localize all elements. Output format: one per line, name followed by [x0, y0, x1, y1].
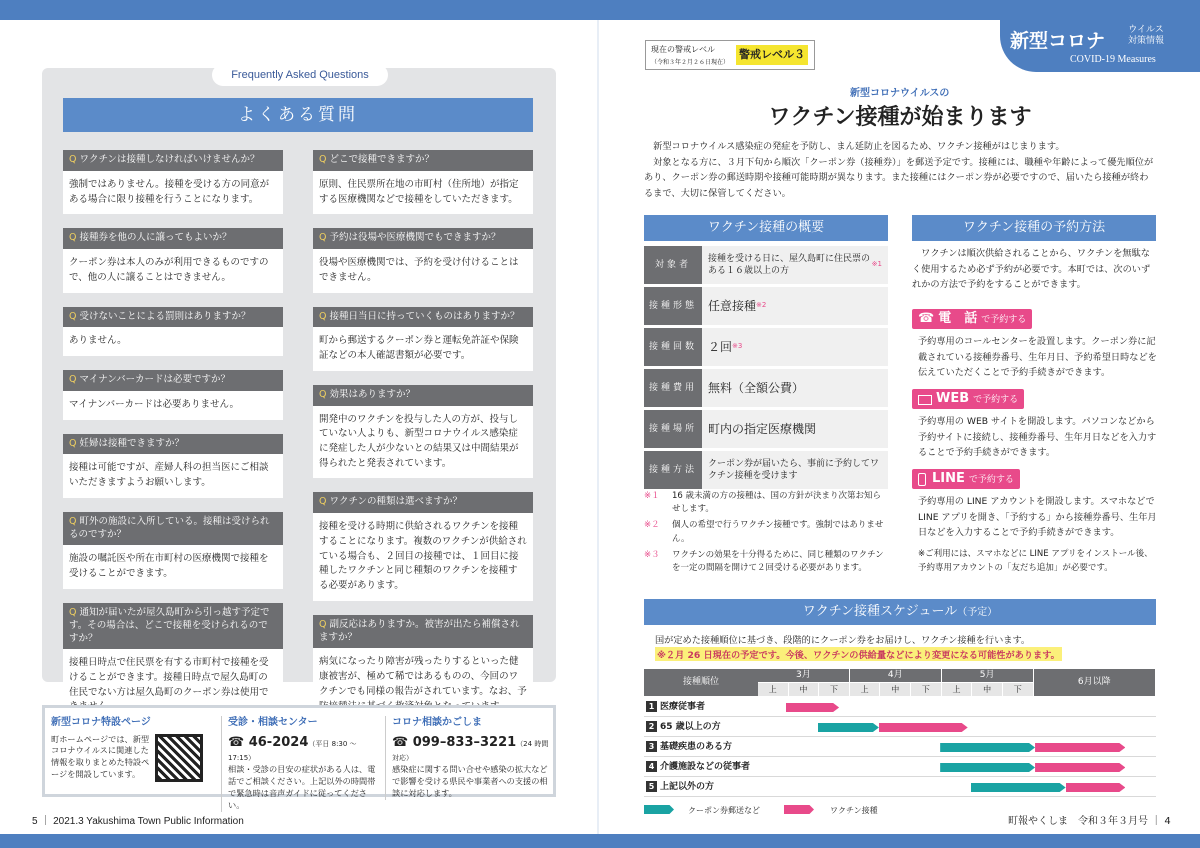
- phone-icon: ☎: [918, 311, 935, 326]
- gantt-row: [644, 778, 1156, 797]
- question-mark-icon: Q: [319, 154, 327, 165]
- question-mark-icon: Q: [319, 232, 327, 244]
- faq-item: [63, 512, 283, 589]
- gantt-row-text: 上記以外の方: [660, 782, 715, 792]
- faq-question: [63, 512, 283, 546]
- overview-row: [644, 369, 888, 407]
- line-reserve-badge[interactable]: [912, 469, 1020, 489]
- note-text: ワクチンの効果を十分得るために、同じ種類のワクチンを一定の間隔を開けて２回受ける必要があります。: [672, 549, 884, 573]
- gantt-row-text: 65 歳以上の方: [660, 722, 721, 732]
- faq-answer: 町から郵送するクーポン券と運転免許証や保険証などの本人確認書類が必要です。: [313, 327, 533, 370]
- overview-row: [644, 246, 888, 284]
- question-mark-icon: Q: [69, 154, 77, 165]
- footnote-mark: ※1: [871, 260, 882, 269]
- phone-badge-label: 電 話: [938, 311, 978, 326]
- question-mark-icon: Q: [319, 618, 327, 630]
- gantt-month: 4月: [850, 669, 941, 682]
- schedule-subtitle: （予定）: [957, 607, 998, 618]
- faq-item: [313, 150, 533, 214]
- overview-label: 接種方法: [644, 451, 702, 489]
- faq-question: [63, 228, 283, 249]
- note-text: 16 歳未満の方の接種は、国の方針が決まり次第お知らせします。: [672, 491, 882, 515]
- faq-question-text: どこで接種できますか？: [329, 154, 434, 165]
- faq-column-1: [63, 150, 283, 736]
- overview-label: 接種形態: [644, 287, 702, 325]
- question-mark-icon: Q: [319, 496, 327, 508]
- note-mark: ※１: [644, 491, 660, 501]
- gantt-row: [644, 718, 1156, 737]
- contact-info-box: [42, 705, 556, 810]
- kagoshima-hotline-phone: ☎ 099–833–3221: [392, 734, 517, 750]
- schedule-text: 国が定めた接種順位に基づき、段階的にクーポン券をお届けし、ワクチン接種を行います。: [655, 635, 1031, 646]
- gantt-row-number: 5: [646, 781, 657, 792]
- special-page-info: [51, 716, 211, 782]
- legend-vaccine-label: ワクチン接種: [830, 806, 878, 815]
- faq-item: [313, 385, 533, 479]
- corner-title: 新型コロナ: [1010, 30, 1106, 52]
- corner-sub2: 対策情報: [1128, 35, 1165, 46]
- faq-question: [313, 228, 533, 249]
- qr-code-icon[interactable]: [155, 734, 203, 782]
- faq-answer: 強制ではありません。接種を受ける方の同意がある場合に限り接種を行うことになります。: [63, 171, 283, 214]
- kagoshima-hotline-info: [385, 716, 549, 800]
- gantt-row-text: 医療従事者: [660, 702, 706, 712]
- overview-value: [702, 287, 888, 325]
- overview-value: [702, 369, 888, 407]
- gantt-row-label: [644, 718, 758, 737]
- faq-question: [63, 150, 283, 171]
- faq-answer: 施設の嘱託医や所在市町村の医療機関で接種を受けることができます。: [63, 545, 283, 588]
- faq-question-text: 町外の施設に入所している。接種は受けられるのですか？: [69, 515, 270, 540]
- right-footer: 町報やくしま 令和３年３月号 ｜ 4: [1008, 816, 1171, 827]
- alert-level-badge: 警戒レベル３: [736, 45, 808, 65]
- page-gutter: [597, 20, 599, 834]
- schedule-gantt-chart: [644, 669, 1156, 797]
- overview-label: 接種回数: [644, 328, 702, 366]
- footnote-mark: ※2: [756, 301, 767, 310]
- faq-item: [63, 150, 283, 214]
- gantt-row: [644, 698, 1156, 717]
- faq-item: [313, 307, 533, 371]
- faq-question: [63, 603, 283, 649]
- special-page-text: 町ホームページでは、新型コロナウイルスに関連した情報を取りまとめた特設ページを開設しています。: [51, 733, 150, 780]
- gantt-third: 下: [1003, 683, 1033, 696]
- reserve-title: ワクチン接種の予約方法: [912, 215, 1156, 241]
- note-item: [644, 490, 888, 516]
- gantt-row-label: [644, 698, 758, 717]
- faq-question: [63, 307, 283, 328]
- web-reserve-badge[interactable]: [912, 389, 1024, 409]
- headline: ワクチン接種が始まります: [768, 104, 1032, 130]
- schedule-title: ワクチン接種スケジュール: [802, 604, 958, 619]
- faq-answer: 役場や医療機関では、予約を受け付けることはできません。: [313, 249, 533, 292]
- overview-value: [702, 410, 888, 448]
- gantt-row-number: 2: [646, 721, 657, 732]
- gantt-row-label: [644, 778, 758, 797]
- faq-question: [313, 385, 533, 406]
- question-mark-icon: Q: [69, 515, 77, 527]
- overview-value-text: 町内の指定医療機関: [708, 421, 817, 436]
- question-mark-icon: Q: [69, 310, 77, 322]
- consultation-center-hours: （平日 8:30 ～ 17:15）: [228, 739, 357, 763]
- faq-question: [63, 370, 283, 391]
- note-mark: ※２: [644, 520, 660, 531]
- faq-item: [313, 228, 533, 292]
- gantt-row-number: 1: [646, 701, 657, 712]
- faq-answer: 病気になったり障害が残ったりするといった健康被害が、極めて稀ではあるものの、今回のワクチンでも同様の報告がされています。なお、予: [313, 648, 533, 721]
- overview-notes: [644, 490, 888, 578]
- consultation-center-title: 受診・相談センター: [228, 717, 318, 728]
- special-page-title: 新型コロナ特設ページ: [51, 717, 151, 728]
- vaccine-bar: [786, 703, 840, 712]
- legend-vaccine-swatch: [784, 805, 824, 814]
- web-badge-label: WEB: [936, 391, 970, 406]
- bottom-color-bar: [0, 834, 1200, 848]
- web-reserve-text: 予約専用の WEB サイトを開設します。パソコンなどから予約サイトに接続し、接種券番号、生年月日などを入力することで予約手続きができます。: [918, 416, 1157, 459]
- gantt-row-number: 3: [646, 741, 657, 752]
- alert-level-box: [645, 40, 815, 70]
- gantt-month: 5月: [942, 669, 1033, 682]
- question-mark-icon: Q: [319, 310, 327, 322]
- faq-tab-label: Frequently Asked Questions: [212, 64, 388, 86]
- overview-row: [644, 287, 888, 325]
- left-footer: 5 ｜ 2021.3 Yakushima Town Public Information: [32, 816, 244, 827]
- corner-subtitle: [1128, 25, 1164, 47]
- covid-corner-header: [1000, 20, 1200, 72]
- note-item: [644, 519, 888, 545]
- faq-question-text: 妊婦は接種できますか？: [79, 437, 184, 449]
- faq-answer: 原則、住民票所在地の市町村（住所地）が指定する医療機関などで接種をしていただきます。: [313, 171, 533, 214]
- faq-title: よくある質問: [63, 98, 533, 132]
- faq-question: [313, 492, 533, 513]
- gantt-third: 上: [850, 683, 880, 696]
- question-mark-icon: Q: [69, 606, 77, 618]
- faq-item: [63, 434, 283, 498]
- gantt-row: [644, 738, 1156, 757]
- faq-item: [63, 307, 283, 357]
- gantt-row-number: 4: [646, 761, 657, 772]
- faq-item: [63, 228, 283, 292]
- vaccine-bar: [879, 723, 968, 732]
- gantt-row: [644, 758, 1156, 777]
- faq-question-text: 接種券を他の人に譲ってもよいか？: [79, 232, 232, 244]
- alert-label: 現在の警戒レベル: [651, 45, 715, 54]
- faq-column-2: [313, 150, 533, 735]
- gantt-third: 下: [819, 683, 849, 696]
- note-item: [644, 549, 888, 575]
- consultation-center-text: 相談・受診の目安の症状がある人は、電話でご相談ください。上記以外の時間帯で緊急時は音声ガイドに従ってください。: [228, 764, 376, 810]
- gantt-month: 6月以降: [1034, 669, 1155, 696]
- kagoshima-hotline-text: 感染症に関する問い合せや感染の拡大などで影響を受ける県民や事業者への支援の相談に対応します。: [392, 764, 548, 799]
- faq-answer: 開発中のワクチンを投与した人の方が、投与していない人よりも、新型コロナウイルス感染症に発症した人が少ないとの結果又は中間結果が得られたと発表されています。: [313, 406, 533, 479]
- footnote-mark: ※3: [732, 342, 743, 351]
- line-note: ※ご利用には、スマホなどに LINE アプリをインストール後、予約専用アカウントの「友だち追加」が必要です。: [918, 549, 1153, 573]
- faq-answer: クーポン券は本人のみが利用できるものですので、他の人に譲ることはできません。: [63, 249, 283, 292]
- coupon-bar: [940, 743, 1035, 752]
- faq-item: [63, 370, 283, 420]
- faq-question-text: 副反応はありますか。被害が出たら補償されますか？: [319, 618, 520, 643]
- legend-coupon-swatch: [644, 805, 684, 814]
- gantt-row-text: 基礎疾患のある方: [660, 742, 733, 752]
- note-text: 個人の希望で行うワクチン接種です。強制ではありません。: [672, 520, 884, 544]
- alert-date: （令和３年２月２６日現在）: [651, 59, 730, 66]
- question-mark-icon: Q: [319, 388, 327, 400]
- overview-label: 対象者: [644, 246, 702, 284]
- gantt-header-label: 接種順位: [644, 669, 758, 696]
- gantt-third: 中: [789, 683, 819, 696]
- web-icon: [918, 395, 932, 405]
- overview-value-text: 接種を受ける日に、屋久島町に住民票のある１６歳以上の方: [708, 253, 871, 276]
- top-color-bar: [0, 0, 1200, 20]
- web-badge-suffix: で予約する: [973, 395, 1019, 405]
- overview-row: [644, 410, 888, 448]
- overview-row: [644, 328, 888, 366]
- faq-question: [63, 434, 283, 455]
- overview-label: 接種場所: [644, 410, 702, 448]
- corner-sub1: ウイルス: [1128, 25, 1164, 35]
- faq-question-text: 受けないことによる罰則はありますか？: [79, 310, 251, 322]
- gantt-row-text: 介護施設などの従事者: [660, 762, 751, 772]
- faq-question: [313, 150, 533, 171]
- phone-reserve-badge[interactable]: [912, 309, 1032, 329]
- schedule-warning: ※２月 26 日現在の予定です。今後、ワクチンの供給量などにより変更になる可能性があります。: [655, 647, 1062, 661]
- overview-value-text: 任意接種: [708, 298, 757, 313]
- gantt-row-label: [644, 758, 758, 777]
- coupon-bar: [971, 783, 1066, 792]
- intro-text: 新型コロナウイルス感染症の発症を予防し、まん延防止を図るため、ワクチン接種がはじまります。 対象となる方に、３月下旬から順次「クーポン券（接種券）」を郵送予定です。接種には、職種や年齢によって優先順位があり、クーポン券の郵送時期や接種可能時期が異なります。また接種にはクーポン券が必要ですので、届いたら接種が終わるまで、大切に保管してください。: [644, 141, 1154, 199]
- gantt-third: 下: [911, 683, 941, 696]
- faq-question-text: ワクチンの種類は選べますか？: [329, 496, 463, 508]
- overview-label: 接種費用: [644, 369, 702, 407]
- gantt-row-label: [644, 738, 758, 757]
- faq-question: [313, 615, 533, 649]
- faq-answer: 接種は可能ですが、産婦人科の担当医にご相談いただきますようお願いします。: [63, 454, 283, 497]
- line-reserve-text: 予約専用の LINE アカウントを開設します。スマホなどで LINE アプリを開き、「予約する」から接種券番号、生年月日などを入力することで予約手続きができます。: [918, 496, 1157, 539]
- coupon-bar: [940, 763, 1035, 772]
- faq-question-text: 接種日当日に持っていくものはありますか？: [329, 310, 520, 322]
- overview-value: [702, 328, 888, 366]
- faq-question-text: 通知が届いたが屋久島町から引っ越す予定です。その場合は、どこで接種を受けられるのですか？: [69, 606, 270, 644]
- faq-question-text: マイナンバーカードは必要ですか？: [79, 374, 230, 386]
- faq-answer: マイナンバーカードは必要ありません。: [63, 391, 283, 420]
- question-mark-icon: Q: [69, 374, 77, 386]
- line-badge-label: LINE: [932, 471, 965, 486]
- headline-kicker: 新型コロナウイルスの: [850, 88, 950, 99]
- gantt-third: 上: [758, 683, 788, 696]
- corner-english: COVID-19 Measures: [1070, 54, 1156, 65]
- faq-question-text: ワクチンは接種しなければいけませんか？: [79, 154, 260, 165]
- consultation-center-phone: ☎ 46-2024: [228, 734, 309, 750]
- gantt-month: 3月: [758, 669, 849, 682]
- faq-answer: ありません。: [63, 327, 283, 356]
- vaccine-bar: [1066, 783, 1126, 792]
- coupon-bar: [818, 723, 879, 732]
- phone-badge-suffix: で予約する: [981, 315, 1027, 325]
- consultation-center-info: [221, 716, 381, 812]
- overview-row: [644, 451, 888, 489]
- vaccine-bar: [1035, 763, 1125, 772]
- phone-reserve-text: 予約専用のコールセンターを設置します。クーポン券に記載されている接種券番号、生年月日、予約希望日時などを伝えていただくことで予約手続きができます。: [918, 336, 1157, 379]
- line-badge-suffix: で予約する: [968, 475, 1014, 485]
- faq-answer: 接種日時点で住民票を有する市町村で接種を受けることができます。接種日時点で屋久島町の住民でない方は屋久島町のクーポン券は使用で: [63, 649, 283, 722]
- overview-value-text: ２回: [708, 339, 733, 354]
- faq-question: [313, 307, 533, 328]
- kagoshima-hotline-title: コロナ相談かごしま: [392, 717, 482, 728]
- gantt-third: 中: [880, 683, 910, 696]
- faq-question-text: 効果はありますか？: [329, 388, 415, 400]
- overview-value: [702, 451, 888, 489]
- vaccine-bar: [1035, 743, 1125, 752]
- overview-value-text: クーポン券が届いたら、事前に予約してワクチン接種を受けます: [708, 458, 880, 481]
- overview-title: ワクチン接種の概要: [644, 215, 888, 241]
- overview-value-text: 無料（全額公費）: [708, 380, 805, 395]
- faq-item: [313, 492, 533, 600]
- faq-question-text: 予約は役場や医療機関でもできますか？: [329, 232, 501, 244]
- smartphone-icon: [918, 473, 926, 486]
- faq-answer: 接種を受ける時期に供給されるワクチンを接種することになります。複数のワクチンが供給されている場合も、２回目の接種では、１回目に接種したワクチンと同じ種類のワクチンを接種する必要があります。: [313, 513, 533, 601]
- schedule-title-bar: [644, 599, 1156, 625]
- question-mark-icon: Q: [69, 437, 77, 449]
- kagoshima-hotline-hours: （24 時間対応）: [392, 739, 549, 763]
- overview-value: [702, 246, 888, 284]
- gantt-third: 上: [942, 683, 972, 696]
- gantt-third: 中: [972, 683, 1002, 696]
- note-mark: ※３: [644, 549, 660, 560]
- question-mark-icon: Q: [69, 232, 77, 244]
- legend-coupon-label: クーポン券郵送など: [688, 806, 760, 815]
- reserve-intro: ワクチンは順次供給されることから、ワクチンを無駄なく使用するため必ず予約が必要です。本町では、次のいずれかの方法で予約をすることができます。: [912, 248, 1151, 291]
